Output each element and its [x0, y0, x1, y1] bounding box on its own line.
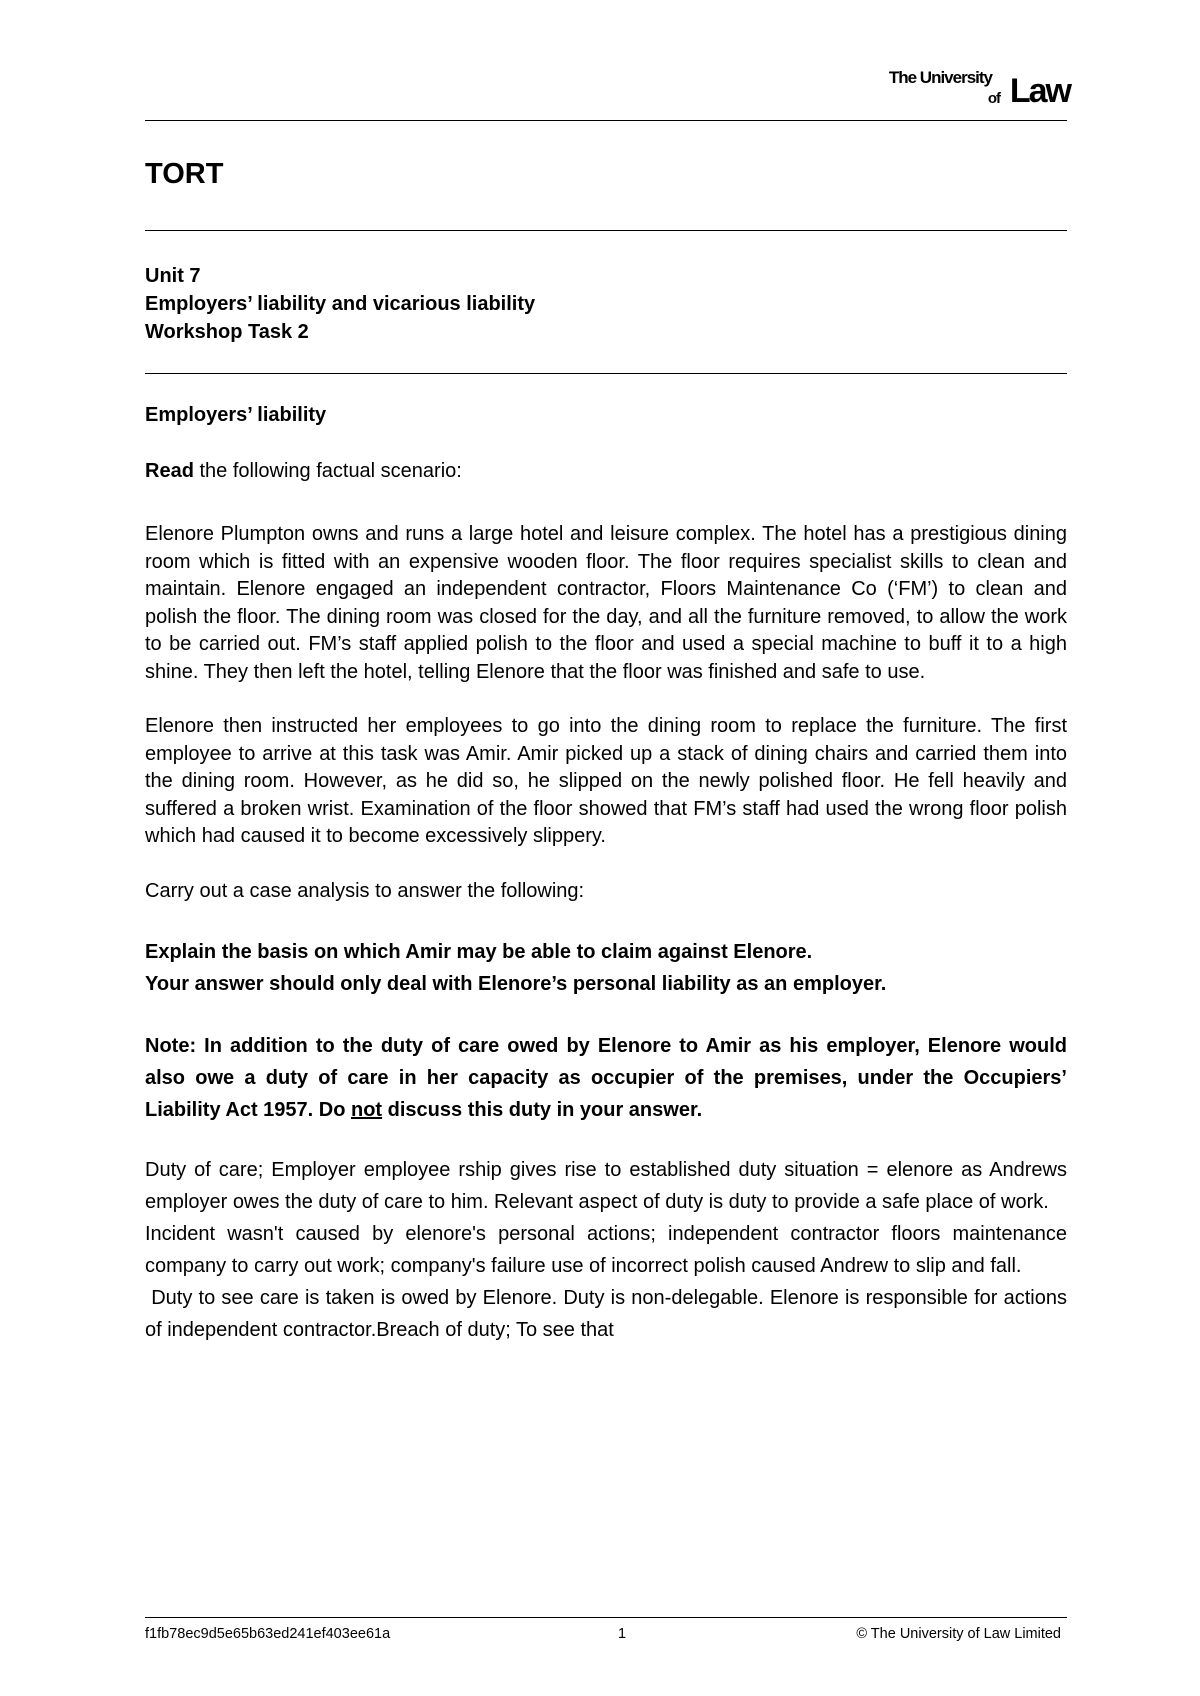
unit-topic: Employers’ liability and vicarious liability — [145, 293, 536, 315]
logo-line1: The University — [888, 68, 992, 87]
header-divider-bottom — [145, 373, 1067, 374]
document-id: f1fb78ec9d5e65b63ed241ef403ee61a — [145, 1626, 391, 1642]
question-line-2: Your answer should only deal with Elenore’s personal liability as an employer. — [145, 973, 887, 995]
scenario-paragraph-1: Elenore Plumpton owns and runs a large hotel and leisure complex. The hotel has a prestigious dining room which is fitted with an expensive wooden floor. The floor requires specialist skills to clean and maintain. Elenore engaged an independent contractor, Floors Maintenance Co (‘FM’) to clean and polish the floor. The dining room was closed for the day, and all the furniture removed, to allow the work to be carried out. FM’s staff applied polish to the floor and used a special machine to buff it to a high shine. They then left the hotel, telling Elenore that the floor was finished and safe to use. — [145, 523, 1067, 683]
unit-label: Unit 7 — [145, 265, 201, 287]
header-divider-middle — [145, 230, 1067, 231]
read-rest: the following factual scenario: — [193, 459, 462, 482]
logo-line2: of — [987, 90, 1000, 107]
note-not-underlined: not — [351, 1099, 383, 1121]
section-heading: Employers’ liability — [145, 404, 327, 426]
page-number: 1 — [618, 1626, 627, 1642]
analysis-instruction: Carry out a case analysis to answer the following: — [145, 879, 585, 902]
answer-paragraph-2: Incident wasn't caused by elenore's personal actions; independent contractor floors maintenance company to carry out work; company's failure use of incorrect polish caused Andrew to slip and fall. — [145, 1223, 1067, 1277]
copyright: © The University of Law Limited — [856, 1626, 1061, 1642]
note-paragraph — [145, 1030, 1067, 1126]
document-body — [145, 402, 1073, 1346]
logo-line3: Law — [1009, 72, 1070, 110]
answer-paragraph-3: Duty to see care is taken is owed by Elenore. Duty is non-delegable. Elenore is responsible for actions of independent contractor.Breach of duty; To see that — [145, 1287, 1073, 1341]
answer-paragraph-1: Duty of care; Employer employee rship gives rise to established duty situation = elenore as Andrews employer owes the duty of care to him. Relevant aspect of duty is duty to provide a safe place of work. — [145, 1159, 1067, 1213]
read-bold: Read — [145, 459, 194, 482]
page-title: TORT — [145, 158, 224, 190]
university-logo — [850, 64, 1070, 114]
unit-block — [145, 262, 535, 346]
note-text-b: discuss this duty in your answer. — [382, 1099, 703, 1121]
header-divider-top — [145, 120, 1067, 121]
question-line-1: Explain the basis on which Amir may be able to claim against Elenore. — [145, 941, 813, 963]
note-text-a: Note: In addition to the duty of care owed by Elenore to Amir as his employer, Elenore would also owe a duty of care in her capacity as occupier of the premises, under the Occupiers’ Liability Act 1957. Do — [145, 1035, 1067, 1121]
scenario-paragraph-2: Elenore then instructed her employees to go into the dining room to replace the furniture. The first employee to arrive at this task was Amir. Amir picked up a stack of dining chairs and carried them into the dining room. However, as he did so, he slipped on the newly polished floor. He fell heavily and suffered a broken wrist. Examination of the floor showed that FM’s staff had used the wrong floor polish which had caused it to become excessively slippery. — [145, 715, 1067, 847]
read-instruction — [145, 458, 1067, 486]
footer-divider — [145, 1617, 1067, 1618]
workshop-task: Workshop Task 2 — [145, 321, 309, 343]
